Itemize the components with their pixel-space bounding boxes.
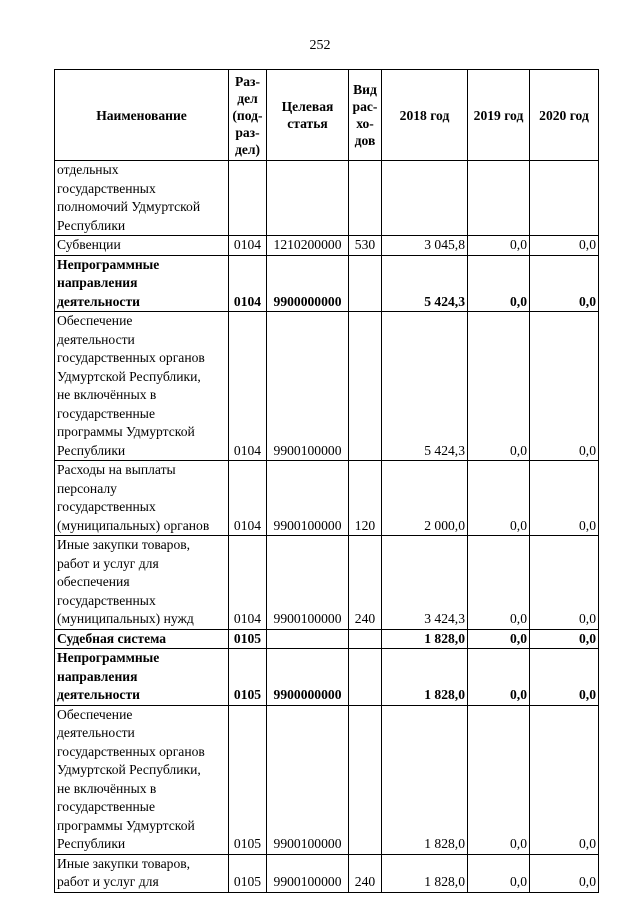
- cell-type: [349, 629, 382, 649]
- cell-2018: 1 828,0: [382, 629, 468, 649]
- table-row: [55, 629, 599, 649]
- cell-2019: 0,0: [468, 629, 530, 649]
- table-body: [55, 161, 599, 893]
- table-header-row: [55, 70, 599, 161]
- cell-type: [349, 312, 382, 461]
- cell-name: Иные закупки товаров, работ и услуг для: [55, 854, 229, 892]
- header-2019: 2019 год: [468, 70, 530, 161]
- cell-2019: 0,0: [468, 255, 530, 312]
- cell-2019: [468, 161, 530, 236]
- cell-2020: 0,0: [530, 629, 599, 649]
- cell-2020: 0,0: [530, 854, 599, 892]
- cell-target: [267, 161, 349, 236]
- header-2018: 2018 год: [382, 70, 468, 161]
- cell-2018: 1 828,0: [382, 705, 468, 854]
- cell-target: 9900100000: [267, 461, 349, 536]
- cell-name: Иные закупки товаров, работ и услуг для обеспечения государственных (муниципальных) нужд: [55, 536, 229, 630]
- cell-2019: 0,0: [468, 236, 530, 256]
- cell-section: 0104: [229, 461, 267, 536]
- cell-2019: 0,0: [468, 854, 530, 892]
- cell-type: [349, 705, 382, 854]
- cell-name: Обеспечение деятельности государственных органов Удмуртской Республики, не включённых в государственные программы Удмуртской Республики: [55, 705, 229, 854]
- cell-2020: 0,0: [530, 312, 599, 461]
- cell-2020: 0,0: [530, 536, 599, 630]
- cell-2020: 0,0: [530, 255, 599, 312]
- header-section: Раз- дел (под- раз- дел): [229, 70, 267, 161]
- table-row: [55, 536, 599, 630]
- cell-target: 9900000000: [267, 255, 349, 312]
- cell-type: 530: [349, 236, 382, 256]
- table-row: [55, 705, 599, 854]
- header-target: Целевая статья: [267, 70, 349, 161]
- cell-2018: 5 424,3: [382, 312, 468, 461]
- cell-name: Субвенции: [55, 236, 229, 256]
- cell-2020: [530, 161, 599, 236]
- cell-target: 9900100000: [267, 705, 349, 854]
- cell-section: 0105: [229, 649, 267, 706]
- cell-target: 9900100000: [267, 536, 349, 630]
- cell-section: 0104: [229, 236, 267, 256]
- cell-name: отдельных государственных полномочий Удмуртской Республики: [55, 161, 229, 236]
- cell-2019: 0,0: [468, 649, 530, 706]
- cell-2019: 0,0: [468, 705, 530, 854]
- table-row: [55, 461, 599, 536]
- cell-2020: 0,0: [530, 236, 599, 256]
- cell-2018: 5 424,3: [382, 255, 468, 312]
- cell-type: 240: [349, 854, 382, 892]
- cell-2018: [382, 161, 468, 236]
- cell-section: 0104: [229, 255, 267, 312]
- table-row: [55, 649, 599, 706]
- cell-type: 120: [349, 461, 382, 536]
- cell-2020: 0,0: [530, 649, 599, 706]
- header-2020: 2020 год: [530, 70, 599, 161]
- cell-2018: 2 000,0: [382, 461, 468, 536]
- cell-type: [349, 649, 382, 706]
- cell-target: 1210200000: [267, 236, 349, 256]
- cell-section: 0104: [229, 312, 267, 461]
- cell-name: Непрограммные направления деятельности: [55, 255, 229, 312]
- cell-2018: 1 828,0: [382, 649, 468, 706]
- cell-name: Непрограммные направления деятельности: [55, 649, 229, 706]
- cell-target: 9900000000: [267, 649, 349, 706]
- cell-2019: 0,0: [468, 461, 530, 536]
- header-name: Наименование: [55, 70, 229, 161]
- cell-2018: 3 045,8: [382, 236, 468, 256]
- cell-2020: 0,0: [530, 461, 599, 536]
- table-row: [55, 255, 599, 312]
- cell-type: 240: [349, 536, 382, 630]
- cell-target: 9900100000: [267, 312, 349, 461]
- cell-name: Судебная система: [55, 629, 229, 649]
- header-type: Вид рас- хо- дов: [349, 70, 382, 161]
- table-row: [55, 161, 599, 236]
- cell-type: [349, 255, 382, 312]
- cell-section: 0105: [229, 705, 267, 854]
- cell-section: 0105: [229, 854, 267, 892]
- table-row: [55, 236, 599, 256]
- cell-target: [267, 629, 349, 649]
- budget-table: [54, 69, 599, 893]
- cell-2020: 0,0: [530, 705, 599, 854]
- cell-section: 0105: [229, 629, 267, 649]
- cell-name: Расходы на выплаты персоналу государственных (муниципальных) органов: [55, 461, 229, 536]
- cell-2019: 0,0: [468, 536, 530, 630]
- cell-name: Обеспечение деятельности государственных органов Удмуртской Республики, не включённых в государственные программы Удмуртской Республики: [55, 312, 229, 461]
- cell-section: 0104: [229, 536, 267, 630]
- cell-type: [349, 161, 382, 236]
- page-number: 252: [309, 38, 331, 53]
- table-row: [55, 312, 599, 461]
- cell-2019: 0,0: [468, 312, 530, 461]
- cell-section: [229, 161, 267, 236]
- table-row: [55, 854, 599, 892]
- cell-2018: 1 828,0: [382, 854, 468, 892]
- cell-2018: 3 424,3: [382, 536, 468, 630]
- cell-target: 9900100000: [267, 854, 349, 892]
